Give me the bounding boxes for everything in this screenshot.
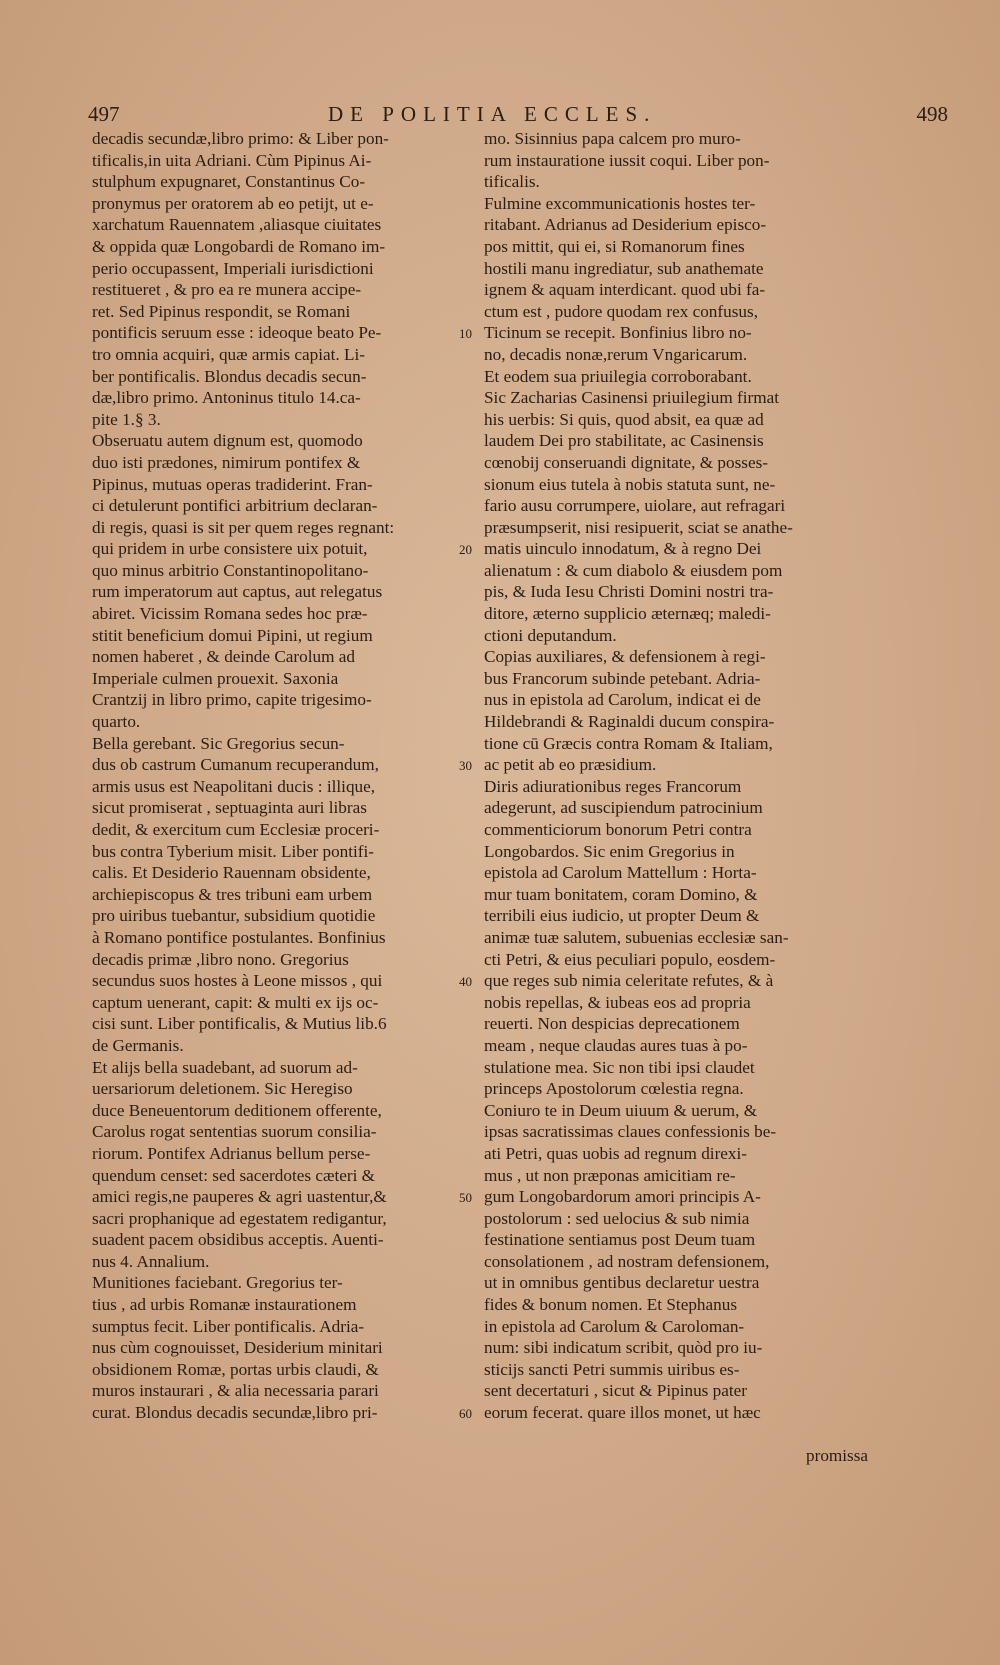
text-line: pite 1.§ 3. xyxy=(92,409,161,429)
text-line: commenticiorum bonorum Petri contra xyxy=(484,820,752,839)
text-line: stitit beneficium domui Pipini, ut regium xyxy=(92,625,373,645)
text-line: di regis, quasi is sit per quem reges regnant: xyxy=(92,517,395,537)
text-line: captum uenerant, capit: & multi ex ijs oc- xyxy=(92,992,379,1012)
text-line: epistola ad Carolum Mattellum : Horta- xyxy=(484,863,757,883)
text-line: bus contra Tyberium misit. Liber pontifi- xyxy=(92,841,375,861)
text-line: à Romano pontifice postulantes. Bonfinius xyxy=(92,927,386,947)
text-line: suadent pacem obsidibus acceptis. Auenti- xyxy=(92,1230,384,1250)
text-line: ctum est , pudore quodam rex confusus, xyxy=(484,301,758,321)
text-line: sticijs sancti Petri summis uiribus es- xyxy=(484,1359,740,1379)
text-line: obsidionem Romæ, portas urbis claudi, & xyxy=(92,1359,379,1379)
text-line: decadis secundæ,libro primo: & Liber pon- xyxy=(92,129,389,148)
text-line: pronymus per oratorem ab eo petijt, ut e- xyxy=(92,193,374,213)
text-line: sionum eius tutela à nobis statuta sunt, ne- xyxy=(484,474,776,494)
text-line: Munitiones faciebant. Gregorius ter- xyxy=(92,1273,343,1293)
text-line: stulphum expugnaret, Constantinus Co- xyxy=(92,172,366,192)
text-line: muros instaurari , & alia necessaria parari xyxy=(92,1381,379,1401)
text-line: mo. Sisinnius papa calcem pro muro- xyxy=(484,129,741,148)
text-line: de Germanis. xyxy=(92,1035,184,1055)
text-line: cisi sunt. Liber pontificalis, & Mutius lib.6 xyxy=(92,1014,387,1034)
text-line: in epistola ad Carolum & Caroloman- xyxy=(484,1316,745,1336)
text-line: reuerti. Non despicias deprecationem xyxy=(484,1014,740,1034)
line-number: 30 xyxy=(459,758,472,774)
text-line: ipsas sacratissimas claues confessionis be- xyxy=(484,1122,777,1142)
text-line: Hildebrandi & Raginaldi ducum conspira- xyxy=(484,712,775,732)
text-line: ati Petri, quas uobis ad regnum direxi- xyxy=(484,1143,748,1163)
text-line: tro omnia acquiri, quæ armis capiat. Li- xyxy=(92,344,366,364)
text-line: animæ tuæ salutem, subuenias ecclesiæ san- xyxy=(484,927,789,947)
text-line: Crantzij in libro primo, capite trigesimo- xyxy=(92,690,372,710)
text-line: nus cùm cognouisset, Desiderium minitari xyxy=(92,1338,383,1358)
text-line: dedit, & exercitum cum Ecclesiæ proceri- xyxy=(92,820,380,839)
text-line: Copias auxiliares, & defensionem à regi- xyxy=(484,647,766,667)
text-line: Et eodem sua priuilegia corroborabant. xyxy=(484,366,752,386)
text-line: matis uinculo innodatum, & à regno Dei xyxy=(484,539,762,559)
catchword: promissa xyxy=(806,1446,869,1465)
text-line: sumptus fecit. Liber pontificalis. Adria- xyxy=(92,1316,365,1336)
text-line: Sic Zacharias Casinensi priuilegium firmat xyxy=(484,388,779,408)
text-line: que reges sub nimia celeritate refutes, & à xyxy=(484,971,774,991)
text-line: his uerbis: Si quis, quod absit, ea quæ ad xyxy=(484,409,764,429)
left-column xyxy=(92,128,468,1424)
text-line: meam , neque claudas aures tuas à po- xyxy=(484,1035,748,1055)
page-header xyxy=(88,102,948,126)
text-line: tificalis. xyxy=(484,172,540,192)
text-line: ctioni deputandum. xyxy=(484,625,617,645)
text-line: sicut promiserat , septuaginta auri libras xyxy=(92,798,367,818)
text-line: eorum fecerat. quare illos monet, ut hæc xyxy=(484,1403,761,1423)
text-line: mur tuam bonitatem, coram Domino, & xyxy=(484,884,758,904)
text-line: nobis repellas, & iubeas eos ad propria xyxy=(484,992,751,1012)
text-line: Longobardos. Sic enim Gregorius in xyxy=(484,841,735,861)
text-line: tius , ad urbis Romanæ instaurationem xyxy=(92,1295,357,1315)
text-line: perio occupassent, Imperiali iurisdictioni xyxy=(92,258,374,278)
text-line: tione cū Græcis contra Romam & Italiam, xyxy=(484,733,773,753)
text-line: qui pridem in urbe consistere uix potuit, xyxy=(92,539,368,559)
line-number: 20 xyxy=(459,542,472,558)
text-line: Imperiale culmen prouexit. Saxonia xyxy=(92,668,339,688)
text-line: Bella gerebant. Sic Gregorius secun- xyxy=(92,733,345,753)
text-line: armis usus est Neapolitani ducis : illique, xyxy=(92,776,376,796)
text-line: ritabant. Adrianus ad Desiderium episco- xyxy=(484,215,767,235)
text-line: ignem & aquam interdicant. quod ubi fa- xyxy=(484,280,766,300)
page-number-left: 497 xyxy=(88,102,120,126)
text-line: xarchatum Rauennatem ,aliasque ciuitates xyxy=(92,215,382,235)
page-number-right: 498 xyxy=(916,102,948,126)
text-line: Obseruatu autem dignum est, quomodo xyxy=(92,431,363,451)
text-line: nomen haberet , & deinde Carolum ad xyxy=(92,647,355,667)
text-line: rum imperatorum aut captus, aut relegatus xyxy=(92,582,383,602)
text-line: quendum censet: sed sacerdotes cæteri & xyxy=(92,1165,376,1185)
text-line: archiepiscopus & tres tribuni eam urbem xyxy=(92,884,373,904)
line-number: 10 xyxy=(459,326,472,342)
running-title: DE POLITIA ECCLES. xyxy=(328,102,657,126)
text-line: ber pontificalis. Blondus decadis secun- xyxy=(92,366,367,386)
text-line: riorum. Pontifex Adrianus bellum perse- xyxy=(92,1143,371,1163)
line-number: 40 xyxy=(459,974,472,990)
text-line: cœnobij conseruandi dignitate, & posses- xyxy=(484,452,769,472)
text-line: curat. Blondus decadis secundæ,libro pri- xyxy=(92,1403,378,1423)
text-line: alienatum : & cum diabolo & eiusdem pom xyxy=(484,560,783,580)
text-line: secundus suos hostes à Leone missos , qui xyxy=(92,971,383,991)
line-number: 60 xyxy=(459,1406,472,1422)
text-line: gum Longobardorum amori principis A- xyxy=(484,1187,761,1207)
text-line: ut in omnibus gentibus declaretur uestra xyxy=(484,1273,760,1293)
text-line: postolorum : sed uelocius & sub nimia xyxy=(484,1208,750,1228)
text-line: dus ob castrum Cumanum recuperandum, xyxy=(92,755,379,775)
text-line: calis. Et Desiderio Rauennam obsidente, xyxy=(92,863,371,883)
text-line: uersariorum deletionem. Sic Heregiso xyxy=(92,1079,353,1099)
text-line: amici regis,ne pauperes & agri uastentur,& xyxy=(92,1187,387,1207)
text-line: Ticinum se recepit. Bonfinius libro no- xyxy=(484,323,752,343)
text-line: pontificis seruum esse : ideoque beato Pe- xyxy=(92,323,382,343)
text-line: fario ausu corrumpere, uiolare, aut refragari xyxy=(484,496,786,516)
text-line: ret. Sed Pipinus respondit, se Romani xyxy=(92,301,351,321)
text-line: decadis primæ ,libro nono. Gregorius xyxy=(92,949,349,969)
text-line: abiret. Vicissim Romana sedes hoc præ- xyxy=(92,604,368,624)
text-line: sacri prophanique ad egestatem redigantur, xyxy=(92,1208,387,1228)
text-line: Coniuro te in Deum uiuum & uerum, & xyxy=(484,1100,758,1120)
text-line: nus 4. Annalium. xyxy=(92,1251,210,1271)
text-line: princeps Apostolorum cœlestia regna. xyxy=(484,1079,744,1099)
text-line: laudem Dei pro stabilitate, ac Casinensis xyxy=(484,431,764,451)
text-line: tificalis,in uita Adriani. Cùm Pipinus Ai- xyxy=(92,150,372,170)
right-column xyxy=(484,128,860,1424)
text-line: nus in epistola ad Carolum, indicat ei de xyxy=(484,690,761,710)
text-line: quo minus arbitrio Constantinopolitano- xyxy=(92,560,369,580)
text-line: pos mittit, qui ei, si Romanorum fines xyxy=(484,236,745,256)
text-line: adegerunt, ad suscipiendum patrocinium xyxy=(484,798,763,818)
text-line: Diris adiurationibus reges Francorum xyxy=(484,776,742,796)
text-line: num: sibi indicatum scribit, quòd pro iu- xyxy=(484,1338,763,1358)
text-line: ci detulerunt pontifici arbitrium declaran- xyxy=(92,496,378,516)
text-line: Fulmine excommunicationis hostes ter- xyxy=(484,193,756,213)
text-line: pro uiribus tuebantur, subsidium quotidie xyxy=(92,906,376,926)
text-line: præsumpserit, nisi resipuerit, sciat se anathe- xyxy=(484,517,793,537)
text-line: dæ,libro primo. Antoninus titulo 14.ca- xyxy=(92,388,361,408)
text-line: consolationem , ad nostram defensionem, xyxy=(484,1251,770,1271)
text-line: no, decadis nonæ,rerum Vngaricarum. xyxy=(484,344,748,364)
text-line: quarto. xyxy=(92,712,141,732)
text-line: & oppida quæ Longobardi de Romano im- xyxy=(92,236,386,256)
text-line: ditore, æterno supplicio æternæq; maledi- xyxy=(484,604,771,624)
text-line: sent decertaturi , sicut & Pipinus pater xyxy=(484,1381,747,1401)
text-line: ac petit ab eo præsidium. xyxy=(484,755,657,775)
text-line: bus Francorum subinde petebant. Adria- xyxy=(484,668,761,688)
text-line: restitueret , & pro ea re munera accipe- xyxy=(92,280,362,300)
text-line: festinatione sentiamus post Deum tuam xyxy=(484,1230,756,1250)
text-line: Carolus rogat sententias suorum consilia- xyxy=(92,1122,377,1142)
text-line: Et alijs bella suadebant, ad suorum ad- xyxy=(92,1057,358,1077)
text-line: rum instauratione iussit coqui. Liber pon- xyxy=(484,150,770,170)
text-line: mus , ut non præponas amicitiam re- xyxy=(484,1165,736,1185)
text-line: fides & bonum nomen. Et Stephanus xyxy=(484,1295,738,1315)
text-line: pis, & Iuda Iesu Christi Domini nostri tra- xyxy=(484,582,774,602)
text-line: hostili manu ingrediatur, sub anathemate xyxy=(484,258,764,278)
text-line: terribili eius iudicio, ut propter Deum & xyxy=(484,906,760,926)
text-line: stulatione mea. Sic non tibi ipsi claudet xyxy=(484,1057,755,1077)
text-line: cti Petri, & eius peculiari populo, eosdem- xyxy=(484,949,776,969)
text-line: Pipinus, mutuas operas tradiderint. Fran- xyxy=(92,474,373,494)
text-line: duce Beneuentorum deditionem offerente, xyxy=(92,1100,382,1120)
text-line: duo isti prædones, nimirum pontifex & xyxy=(92,452,361,472)
line-number: 50 xyxy=(459,1190,472,1206)
